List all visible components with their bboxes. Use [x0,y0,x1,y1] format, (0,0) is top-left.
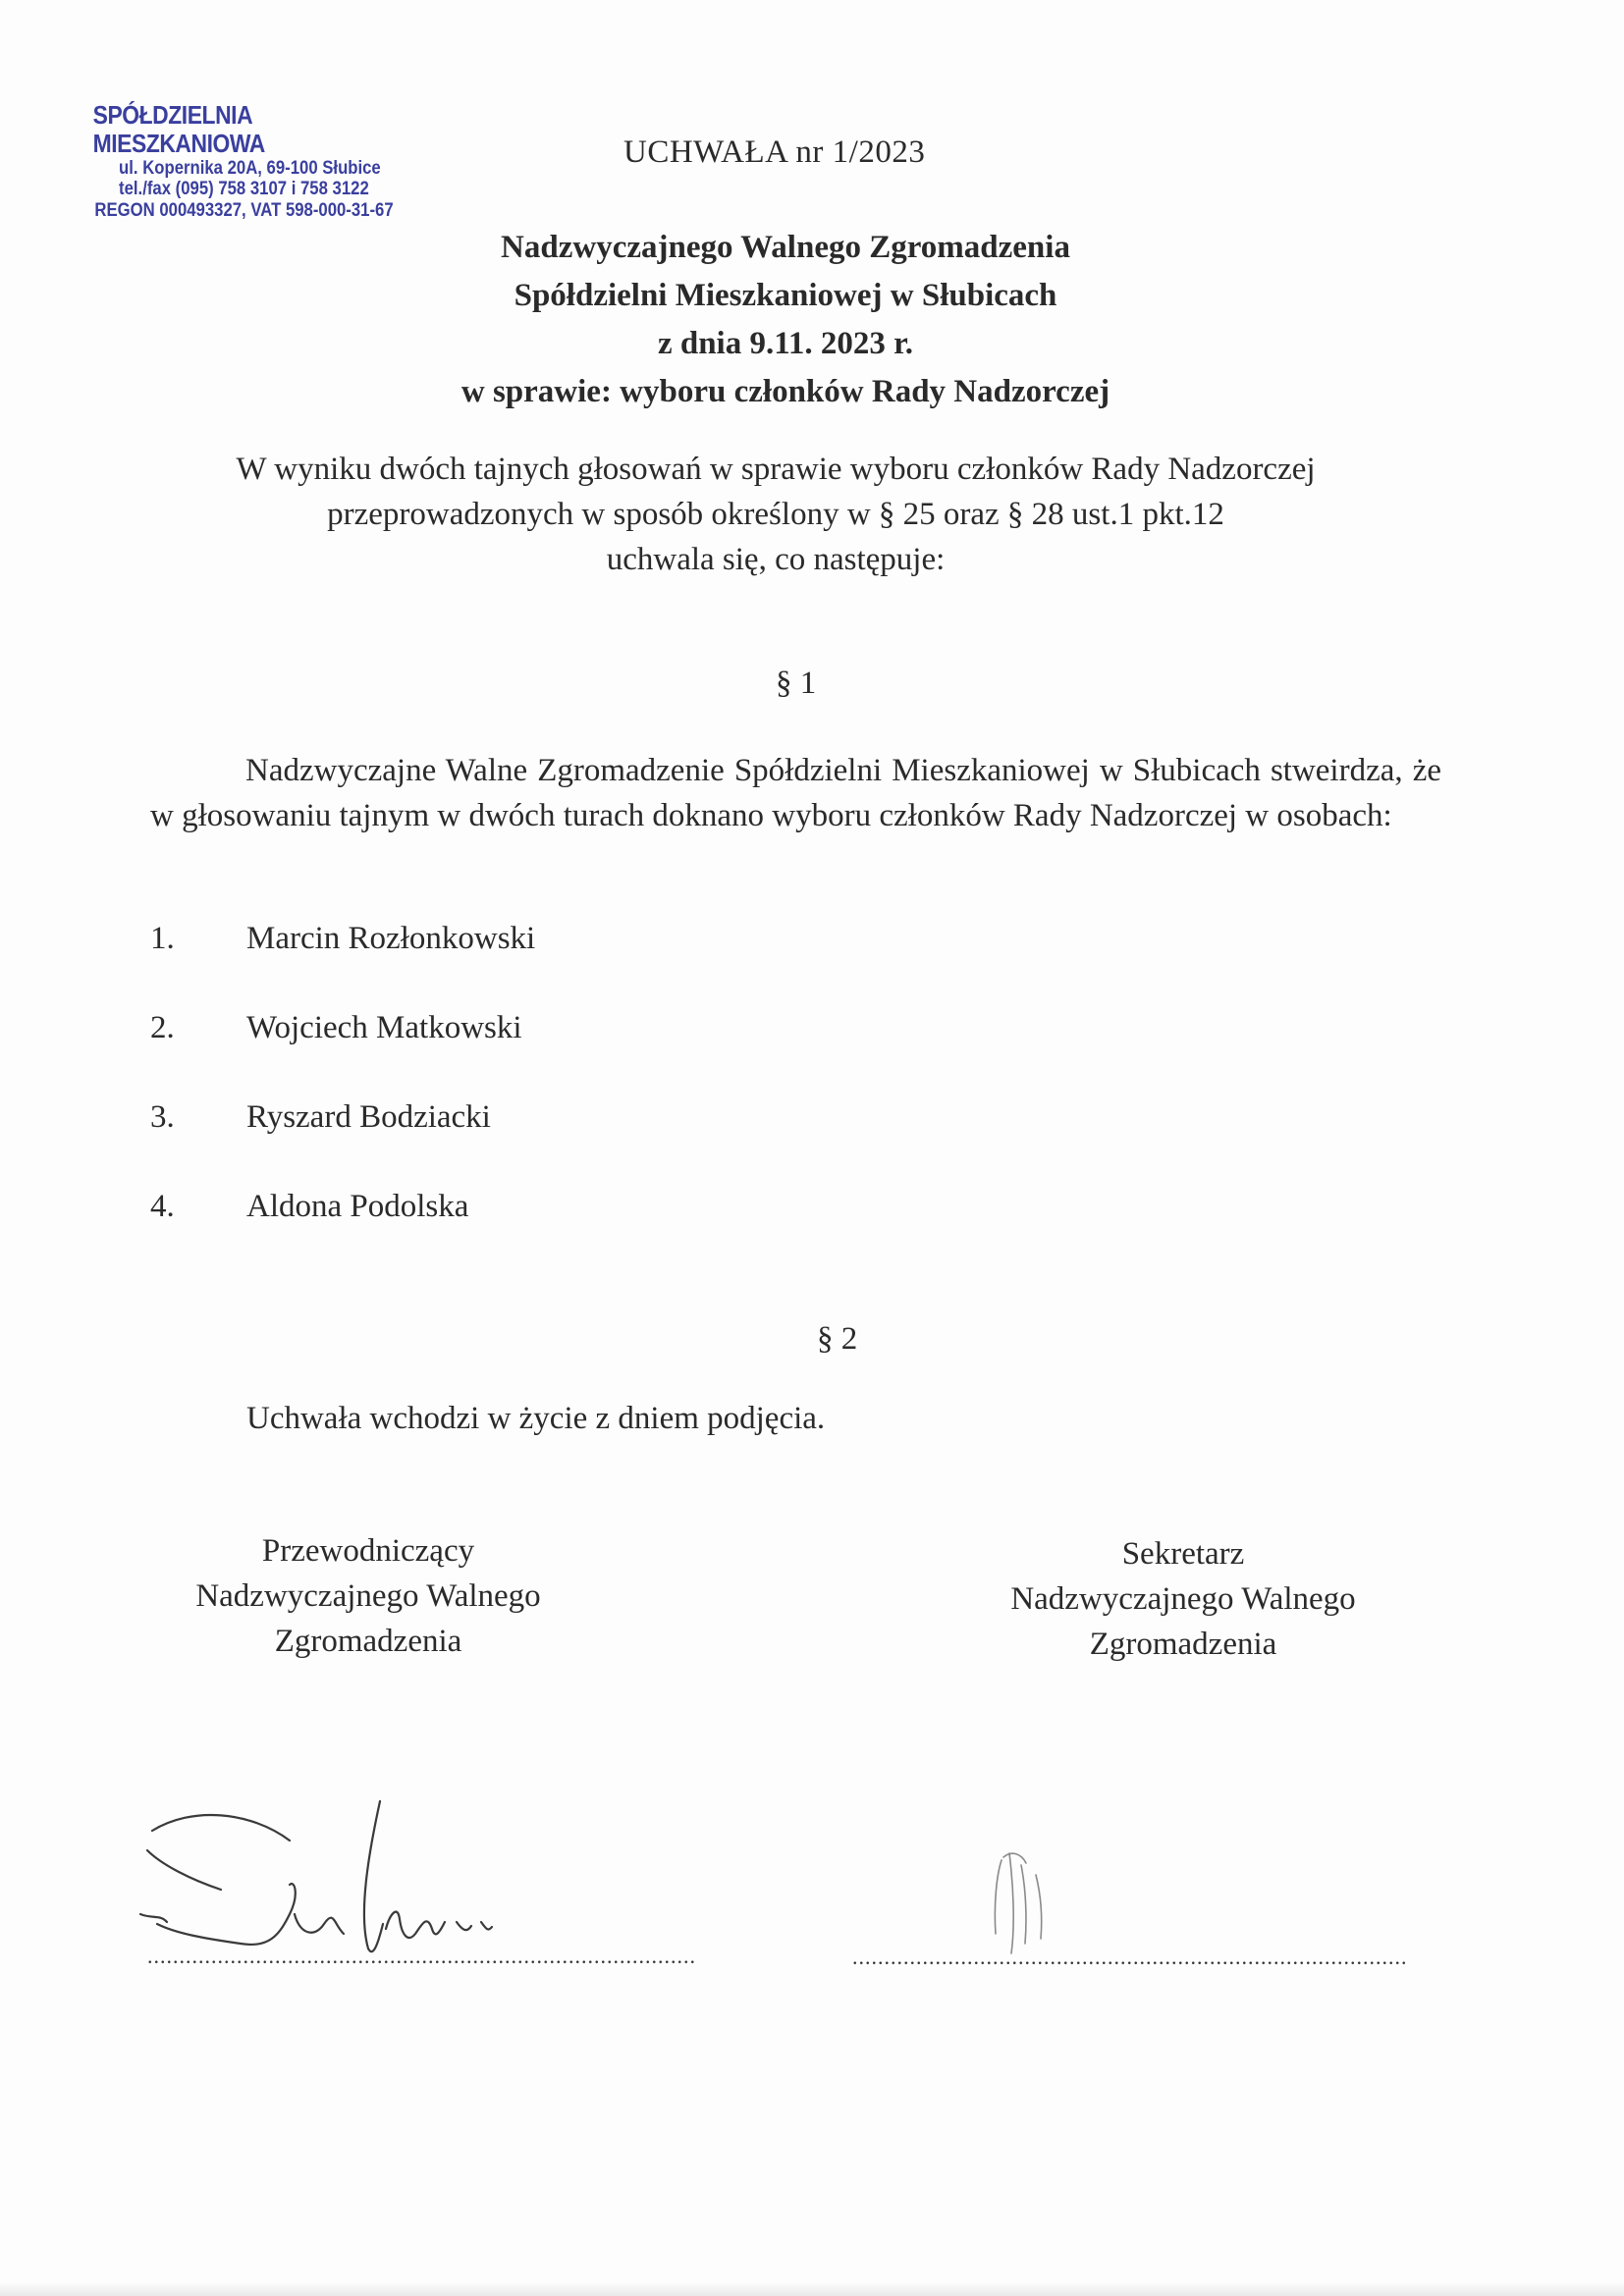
intro-line: przeprowadzonych w sposób określony w § 25 oraz § 28 ust.1 pkt.12 [327,497,1224,532]
section-2-text: Uchwała wchodzi w życie z dniem podjęcia. [246,1401,826,1436]
signature-role-line: Sekretarz [1121,1536,1245,1572]
cooperative-stamp [90,101,463,221]
chairman-signature-line: ...................................................................................... [147,1944,696,1968]
chairman-signature-block [147,1528,589,1664]
header-line: w sprawie: wyboru członków Rady Nadzorczej [460,374,1110,409]
header-line: Nadzwyczajnego Walnego Zgromadzenia [501,230,1070,265]
stamp-address: ul. Kopernika 20A, 69-100 Słubice [119,158,381,180]
signature-role-line: Przewodniczący [261,1533,475,1569]
member-number: 2. [150,1010,175,1045]
intro-paragraph [128,447,1424,582]
member-name: Ryszard Bodziacki [246,1099,491,1135]
stamp-phone: tel./fax (095) 758 3107 i 758 3122 [119,179,369,200]
resolution-title: UCHWAŁA nr 1/2023 [623,134,926,170]
secretary-signature-block [962,1531,1404,1667]
signature-role-line: Nadzwyczajnego Walnego [195,1578,541,1614]
scan-bottom-edge [0,2282,1624,2296]
stamp-regon: REGON 000493327, VAT 598-000-31-67 [94,199,394,221]
member-name: Marcin Rozłonkowski [246,921,536,956]
section-1-text [150,748,1441,838]
header-line: Spółdzielni Mieszkaniowej w Słubicach [514,278,1057,313]
section-1-body: Nadzwyczajne Walne Zgromadzenie Spółdzielni Mieszkaniowej w Słubicach stweirdza, że w głosowaniu tajnym w dwóch turach doknano wyboru członków Rady Nadzorczej w osobach: [150,753,1441,833]
resolution-header [295,224,1276,416]
member-number: 1. [150,921,175,956]
member-number: 4. [150,1189,175,1224]
stamp-title: SPÓŁDZIELNIA MIESZKANIOWA [92,100,265,159]
secretary-signature-line: ....................................................................................... [852,1945,1408,1969]
signature-role-line: Zgromadzenia [1089,1627,1277,1662]
section-1-mark: § 1 [776,666,817,701]
intro-line: W wyniku dwóch tajnych głosowań w sprawie wyboru członków Rady Nadzorczej [236,452,1316,487]
section-2-mark: § 2 [817,1321,858,1357]
intro-line: uchwala się, co następuje: [606,542,946,577]
header-line: z dnia 9.11. 2023 r. [657,326,914,361]
member-name: Aldona Podolska [246,1189,469,1224]
signature-role-line: Zgromadzenia [274,1624,462,1659]
member-number: 3. [150,1099,175,1135]
signature-role-line: Nadzwyczajnego Walnego [1010,1581,1356,1617]
member-name: Wojciech Matkowski [246,1010,522,1045]
